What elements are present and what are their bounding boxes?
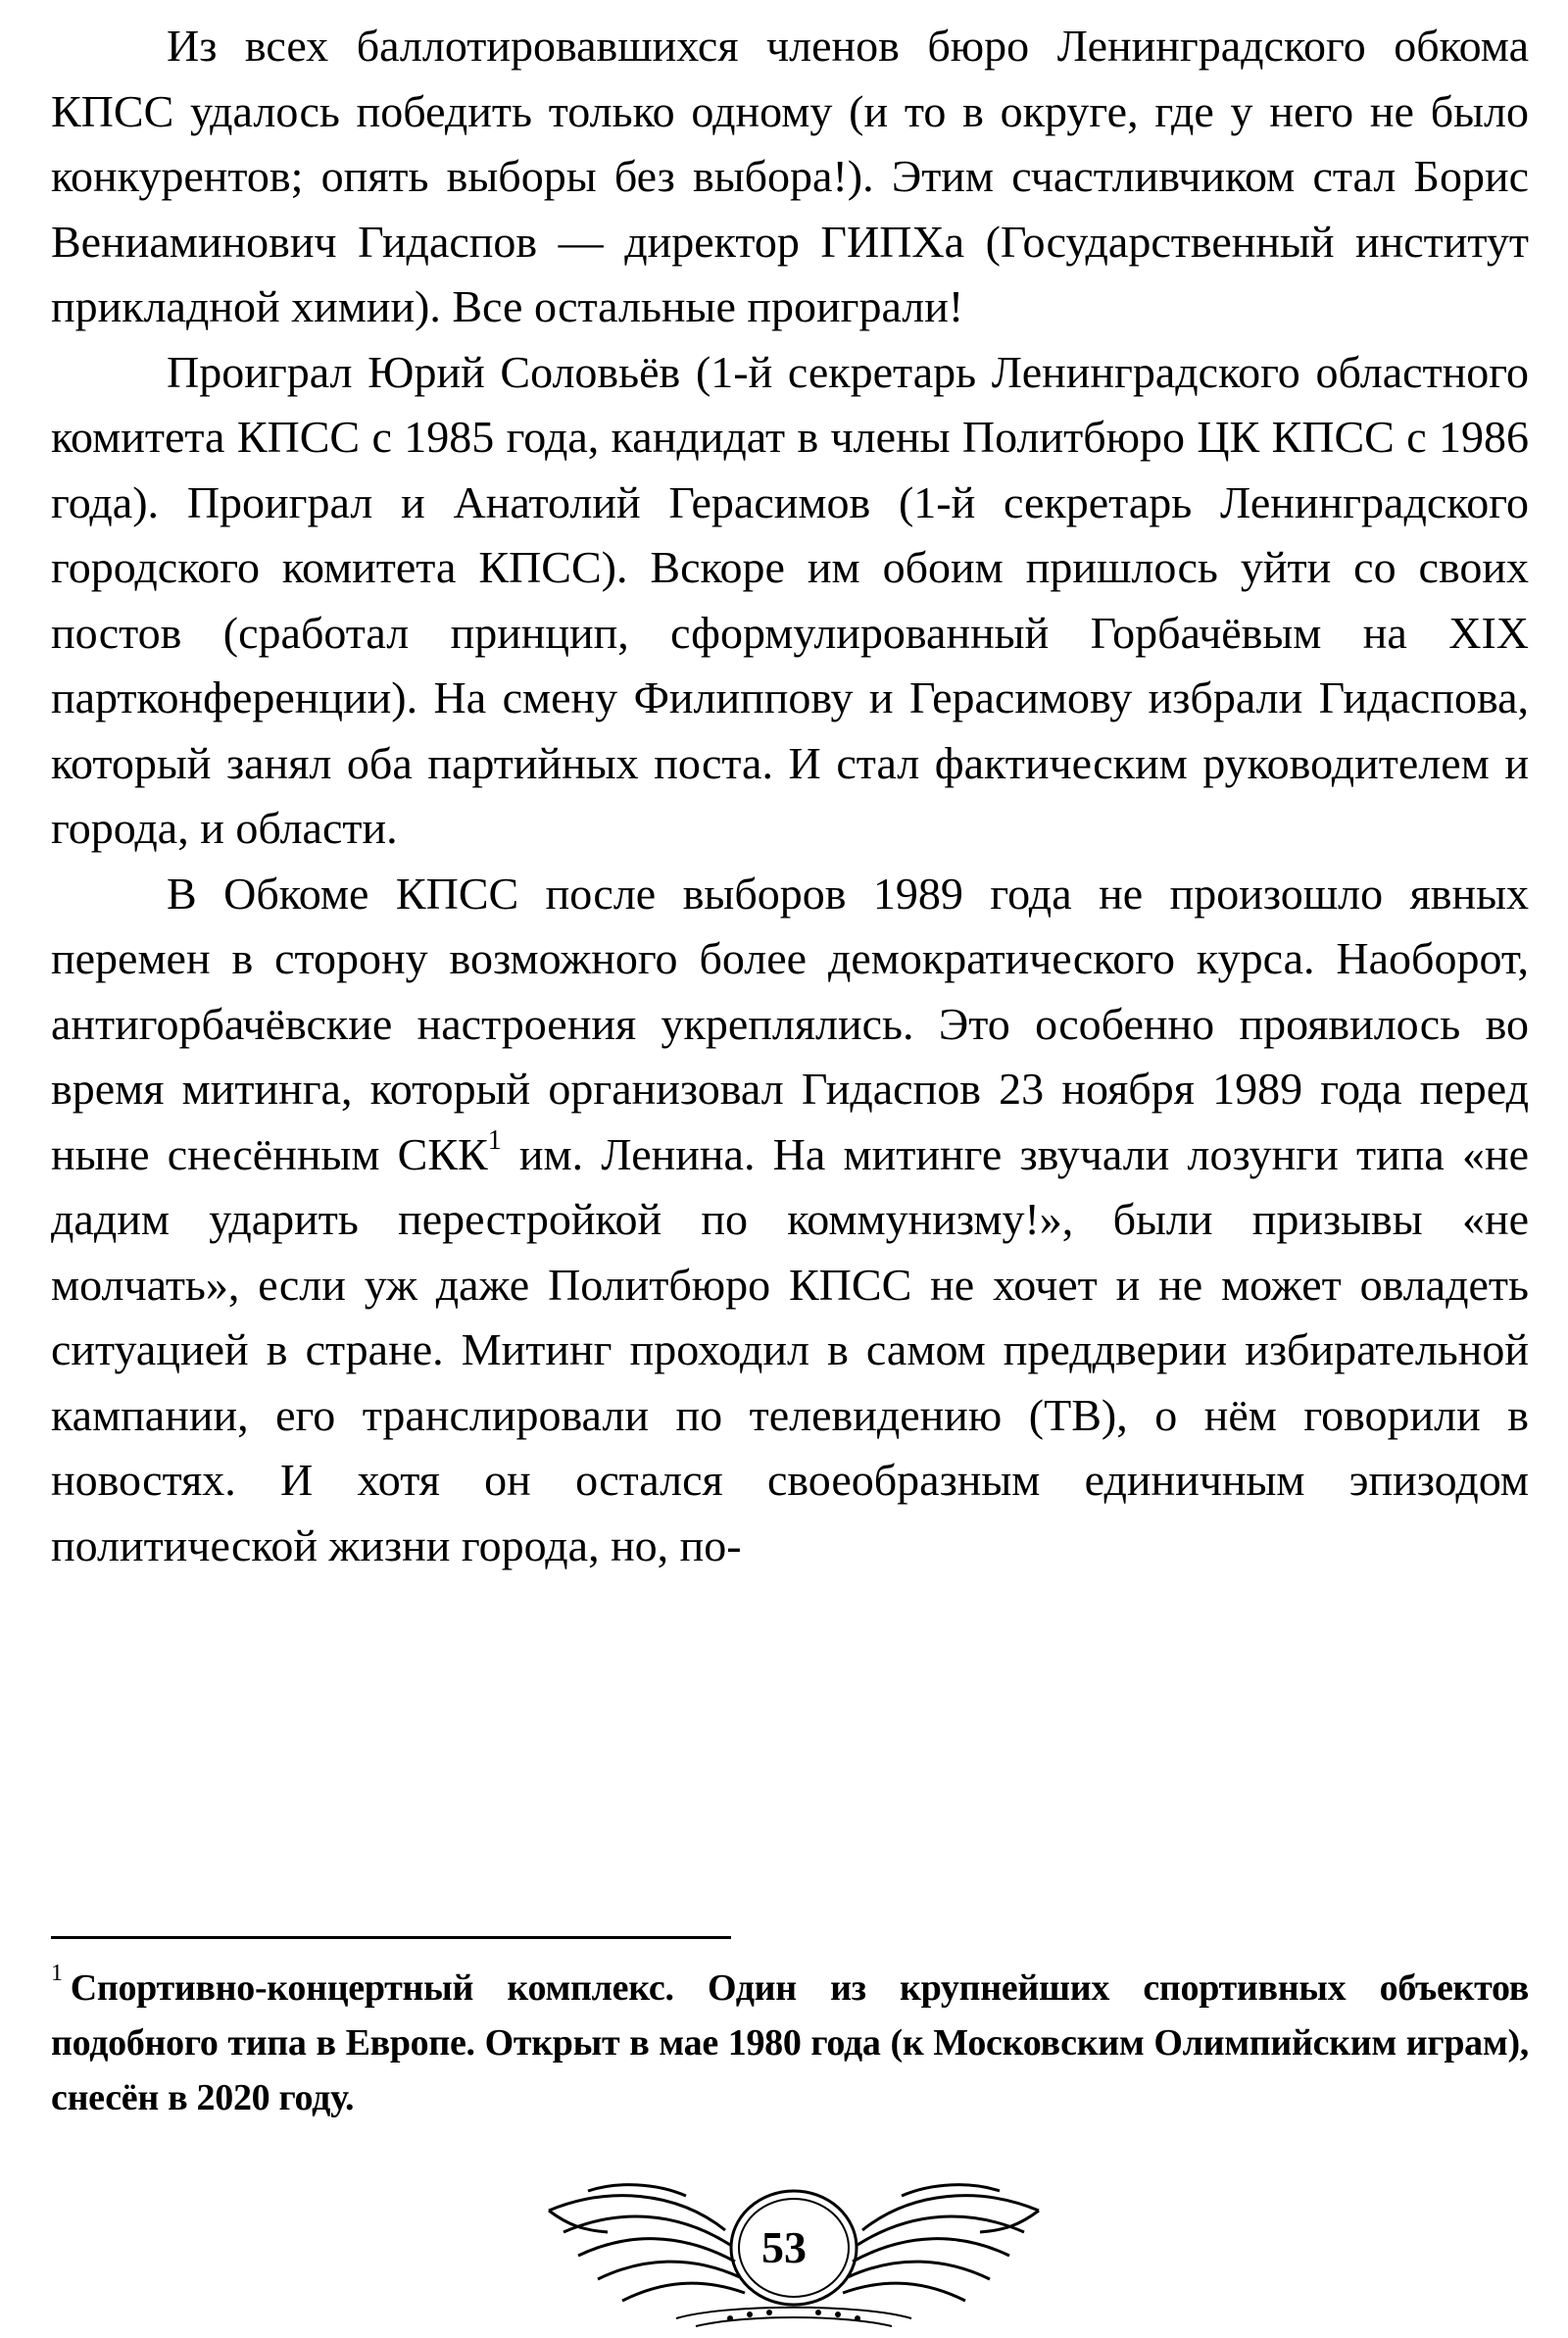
paragraph-3 [51, 862, 1529, 1579]
paragraph-3-end: им. Ленина. На митинге звучали лозунги типа «не дадим ударить перестройкой по коммунизму!», были призывы «не молчать», если уж даже Политбюро КПСС не хочет и не может овладеть ситуацией в стране. Митинг проходил в самом преддверии избирательной кампании, его транслировали по телевидению (ТВ), о нём говорили в новостях. И хотя он остался своеобразным единичным эпизодом политической жизни города, но, по- [51, 1128, 1529, 1570]
main-text [51, 14, 1529, 1578]
paragraph-2: Проиграл Юрий Соловьёв (1-й секретарь Ленинградского областного комитета КПСС с 1985 года, кандидат в члены Политбюро ЦК КПСС с 1986 года). Проиграл и Анатолий Герасимов (1-й секретарь Ленинградского городского комитета КПСС). Вскоре им обоим пришлось уйти со своих постов (сработал принцип, сформулированный Горбачёвым на XIX партконференции). На смену Филиппову и Герасимову избрали Гидаспова, который занял оба партийных поста. И стал фактическим руководителем и города, и области. [51, 346, 1529, 853]
footnote-text: Спортивно-концертный комплекс. Один из крупнейших спортивных объектов подобного типа в Европе. Открыт в мае 1980 года (к Московским Олимпийским играм), снесён в 2020 году. [51, 1967, 1529, 2118]
paragraph-3-start: В Обкоме КПСС после выборов 1989 года не произошло явных перемен в сторону возможного более демократического курса. Наоборот, антигорбачёвские настроения укреплялись. Это особенно проявилось во время митинга, который организовал Гидаспов 23 ноября 1989 года перед ныне снесённым СКК [51, 868, 1529, 1179]
footnote-mark: 1 [51, 1961, 63, 1987]
paragraph-1: Из всех баллотировавшихся членов бюро Ленинградского обкома КПСС удалось победить только одному (и то в округе, где у него не было конкурентов; опять выборы без выбора!). Этим счастливчиком стал Борис Вениаминович Гидаспов — директор ГИПХа (Государственный институт прикладной химии). Все остальные проиграли! [51, 21, 1529, 331]
footnote-divider [51, 1936, 731, 1939]
footnote [51, 1961, 1529, 2125]
page-number: 53 [761, 2222, 807, 2272]
footnote-reference[interactable]: 1 [487, 1125, 502, 1157]
